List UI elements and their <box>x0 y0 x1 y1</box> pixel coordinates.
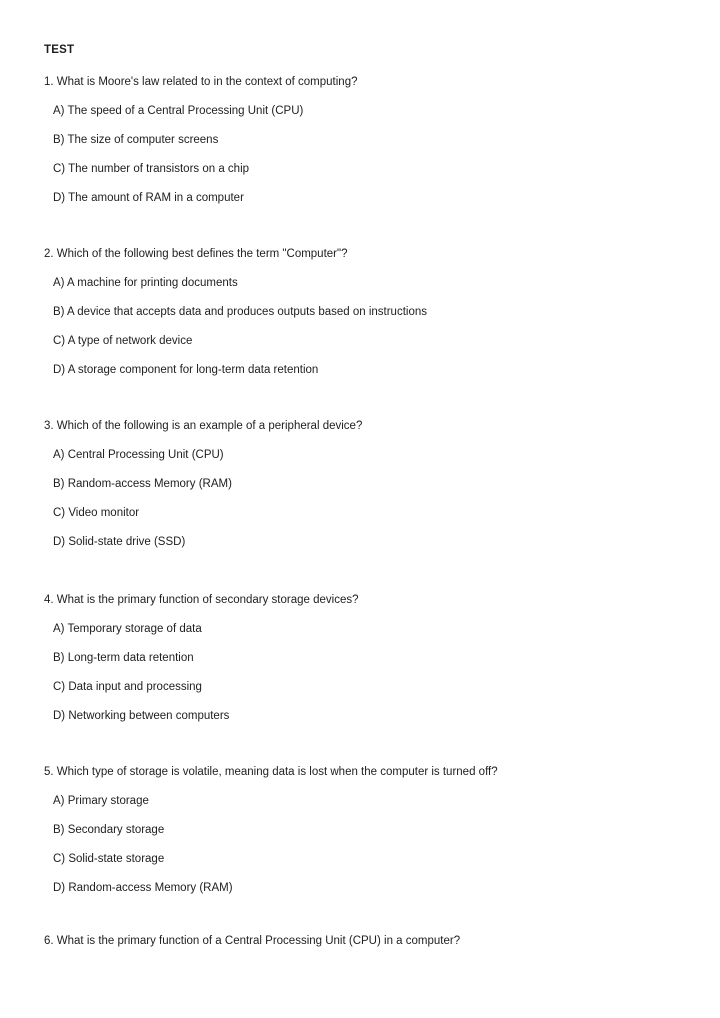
option-d: D) Networking between computers <box>53 710 230 722</box>
option-a: A) The speed of a Central Processing Unit (CPU) <box>53 105 304 117</box>
question-5 <box>44 764 684 896</box>
option-a: A) A machine for printing documents <box>53 277 238 289</box>
option-d: D) Solid-state drive (SSD) <box>53 536 186 548</box>
option-list <box>44 275 684 378</box>
question-3 <box>44 418 684 550</box>
question-6 <box>44 933 684 949</box>
option-list <box>44 103 684 206</box>
question-text: 6. What is the primary function of a Central Processing Unit (CPU) in a computer? <box>44 935 461 947</box>
option-d: D) A storage component for long-term data retention <box>53 364 319 376</box>
question-2 <box>44 246 684 378</box>
option-b: B) Long-term data retention <box>53 652 194 664</box>
option-list <box>44 621 684 724</box>
question-text: 5. Which type of storage is volatile, meaning data is lost when the computer is turned off? <box>44 766 498 778</box>
option-c: C) Data input and processing <box>53 681 202 693</box>
question-text: 3. Which of the following is an example of a peripheral device? <box>44 420 363 432</box>
option-c: C) The number of transistors on a chip <box>53 163 250 175</box>
option-c: C) Solid-state storage <box>53 853 165 865</box>
document-title: TEST <box>44 44 75 56</box>
option-c: C) A type of network device <box>53 335 193 347</box>
option-d: D) The amount of RAM in a computer <box>53 192 244 204</box>
question-text: 4. What is the primary function of secondary storage devices? <box>44 594 359 606</box>
question-4 <box>44 592 684 724</box>
option-list <box>44 793 684 896</box>
option-b: B) Secondary storage <box>53 824 165 836</box>
question-text: 2. Which of the following best defines the term "Computer"? <box>44 248 348 260</box>
option-b: B) The size of computer screens <box>53 134 219 146</box>
option-d: D) Random-access Memory (RAM) <box>53 882 233 894</box>
option-a: A) Central Processing Unit (CPU) <box>53 449 224 461</box>
question-1 <box>44 74 684 206</box>
option-a: A) Primary storage <box>53 795 149 807</box>
option-a: A) Temporary storage of data <box>53 623 202 635</box>
option-b: B) Random-access Memory (RAM) <box>53 478 232 490</box>
question-text: 1. What is Moore's law related to in the context of computing? <box>44 76 358 88</box>
option-c: C) Video monitor <box>53 507 140 519</box>
option-b: B) A device that accepts data and produces outputs based on instructions <box>53 306 427 318</box>
option-list <box>44 447 684 550</box>
